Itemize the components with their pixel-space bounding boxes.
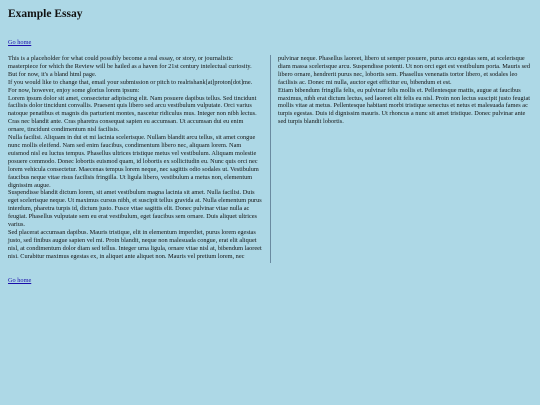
essay-paragraph-submission: If you would like to change that, email your submission or pitch to realrishank[at]proton[dot]me. — [8, 78, 253, 86]
essay-paragraph-lorem-1: Lorem ipsum dolor sit amet, consectetur adipiscing elit. Nam posuere dapibus tellus. Sed tincidunt facilisis dolor tincidunt convallis. Praesent quis libero sed arcu vestibulum vulputate. Orci varius natoque penatibus et magnis dis parturient montes, nascetur ridiculus mus. Integer non nibh lectus. Cras nec blandit ante. Cras pharetra consequat sapien eu accumsan. Ut accumsan dui eu enim ornare, tincidunt condimentum nisl facilisis. — [8, 94, 257, 134]
go-home-link-bottom[interactable]: Go home — [8, 277, 32, 284]
go-home-link-top[interactable]: Go home — [8, 39, 32, 46]
essay-paragraph-enjoy: For now, however, enjoy some glorius lorem ipsum: — [8, 86, 140, 94]
essay-paragraph-intro: This is a placeholder for what could possibly become a real essay, or story, or journalistic masterpiece for which the Review will be hailed as a haven for 21st century intelectual curiosity. — [8, 55, 252, 70]
essay-paragraph-lorem-2: Nulla facilisi. Aliquam in dui et mi lacinia scelerisque. Nullam blandit arcu tellus, sit amet congue nunc mollis eleifend. Nam sed enim faucibus, condimentum libero nec, aliquam lorem. Nam euismod nisl eu luctus tempus. Phasellus ultrices tristique metus vel vestibulum. Aliquam molestie posuere commodo. Donec lobortis euismod quam, id lobortis ex sollicitudin eu. Nunc quis orci nec lorem vehicula consectetur. Maecenas tempus lorem neque, nec sagittis odio sodales ut. Vestibulum faucibus neque vitae risus facilisis fringilla. Ut ligula libero, vestibulum a metus non, elementum dignissim augue. — [8, 134, 259, 189]
essay-body — [8, 55, 532, 263]
page-title: Example Essay — [8, 8, 83, 20]
essay-paragraph-bland: But for now, it's a bland html page. — [8, 70, 97, 78]
essay-paragraph-lorem-4: Sed placerat accumsan dapibus. Mauris tristique, elit in elementum imperdiet, purus lorem egestas justo, sed finibus augue sapien vel mi. Proin blandit, neque non malesuada congue, erat elit aliquet nisl, at condimentum dolor diam sed tellus. Integer urna ligula, ornare vitae nisl at, bibendum laoreet nisi. Curabitur maximus egestas ex, in aliquet ante aliquet non. Mauris vel pretium lorem, nec pulvinar neque. Phasellus laoreet, libero ut semper posuere, purus arcu egestas sem, at scelerisque diam massa scelerisque arcu. Suspendisse potenti. Ut non orci eget est vestibulum porta. Mauris sed libero ornare, hendrerit purus nec, lobortis sem. Phasellus venenatis tortor libero, et sodales leo facilisis ac. Donec mi nulla, auctor eget efficitur eu, bibendum et est. — [8, 55, 530, 260]
essay-paragraph-lorem-3: Suspendisse blandit dictum lorem, sit amet vestibulum magna lacinia sit amet. Nulla facilisi. Duis eget scelerisque neque. Ut maximus cursus nibh, et suscipit tellus gravida at. Nulla elementum purus interdum, pharetra turpis id, dictum justo. Fusce vitae sagittis elit. Donec pulvinar vitae nulla ac feugiat. Phasellus vulputate sem eu erat vestibulum, eget faucibus sem ornare. Duis aliquet ultrices varius. — [8, 189, 262, 229]
essay-paragraph-lorem-5: Etiam bibendum fringilla felis, eu pulvinar felis mollis et. Pellentesque mattis, augue at faucibus maximus, nibh erat dictum lectus, sed laoreet elit felis eu nisl. Proin non lectus suscipit justo feugiat mollis vitae at metus. Pellentesque habitant morbi tristique senectus et netus et malesuada fames ac turpis egestas. Duis id dignissim mauris. Ut rhoncus a nunc sit amet tristique. Donec pulvinar ante sed turpis blandit lobortis. — [278, 86, 531, 126]
